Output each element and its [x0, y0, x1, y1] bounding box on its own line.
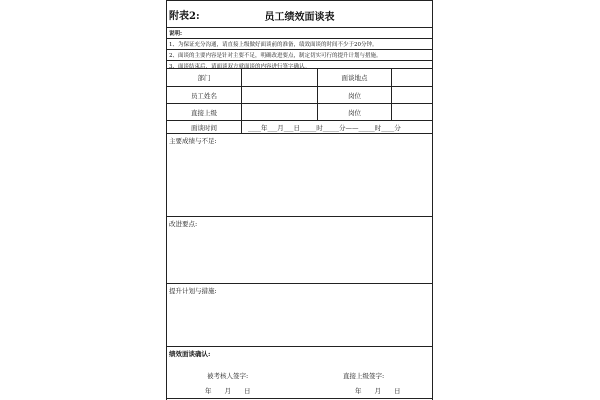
supervisor-field[interactable] — [241, 104, 317, 120]
note-row — [167, 61, 432, 69]
interview-time-field[interactable] — [241, 121, 434, 133]
notes-heading: 说明: — [169, 31, 183, 37]
achievements-label: 主要成绩与不足: — [169, 137, 217, 145]
note-item-2: 2、面谈的主要内容是针对主要不足，明确改进要点，制定切实可行的提升计划与措施。 — [169, 53, 382, 59]
employee-position-field[interactable] — [391, 87, 434, 103]
info-row-supervisor — [167, 104, 432, 121]
employee-name-field[interactable] — [241, 87, 317, 103]
location-label: 面谈地点 — [317, 69, 391, 86]
interview-time-template: ____年___月___日_____时_____分——_____时____分 — [248, 123, 401, 132]
info-row-time — [167, 121, 432, 134]
plan-section[interactable] — [167, 284, 432, 347]
supervisor-signature-label[interactable]: 直接上级签字: — [343, 372, 385, 380]
supervisor-position-label: 岗位 — [317, 104, 391, 120]
plan-label: 提升计划与措施: — [169, 287, 217, 295]
achievements-section[interactable] — [167, 134, 432, 217]
note-item-3: 3、面谈结束后，请面谈双方就面谈的内容进行签字确认。 — [169, 64, 311, 70]
supervisor-label: 直接上级 — [191, 108, 217, 117]
info-row-employee — [167, 87, 432, 104]
improvements-section[interactable] — [167, 217, 432, 284]
note-item-1: 1、为保证充分沟通，请直接上级做好面谈前的准备，绩效面谈的时间不少于20分钟。 — [169, 42, 378, 48]
appraisee-signature-label[interactable]: 被考核人签字: — [207, 372, 249, 380]
location-field[interactable] — [391, 69, 434, 86]
improvements-label: 改进要点: — [169, 220, 198, 228]
appraisee-sign-date[interactable]: 年 月 日 — [205, 387, 251, 395]
department-field[interactable] — [241, 69, 317, 86]
supervisor-sign-date[interactable]: 年 月 日 — [355, 387, 401, 395]
interview-time-label: 面谈时间 — [191, 123, 217, 132]
confirmation-section — [167, 347, 432, 399]
supervisor-position-field[interactable] — [391, 104, 434, 120]
employee-name-label: 员工姓名 — [191, 91, 217, 100]
confirmation-heading: 绩效面谈确认: — [169, 350, 211, 358]
form-title-row — [167, 0, 432, 28]
notes-heading-row — [167, 28, 432, 39]
department-label: 部门 — [197, 74, 211, 82]
appraisal-form — [166, 0, 433, 400]
info-row-department — [167, 69, 432, 87]
note-row — [167, 50, 432, 61]
note-row — [167, 39, 432, 50]
employee-position-label: 岗位 — [317, 87, 391, 103]
page-title: 员工绩效面谈表 — [264, 12, 335, 23]
annex-label: 附表2: — [169, 11, 200, 22]
